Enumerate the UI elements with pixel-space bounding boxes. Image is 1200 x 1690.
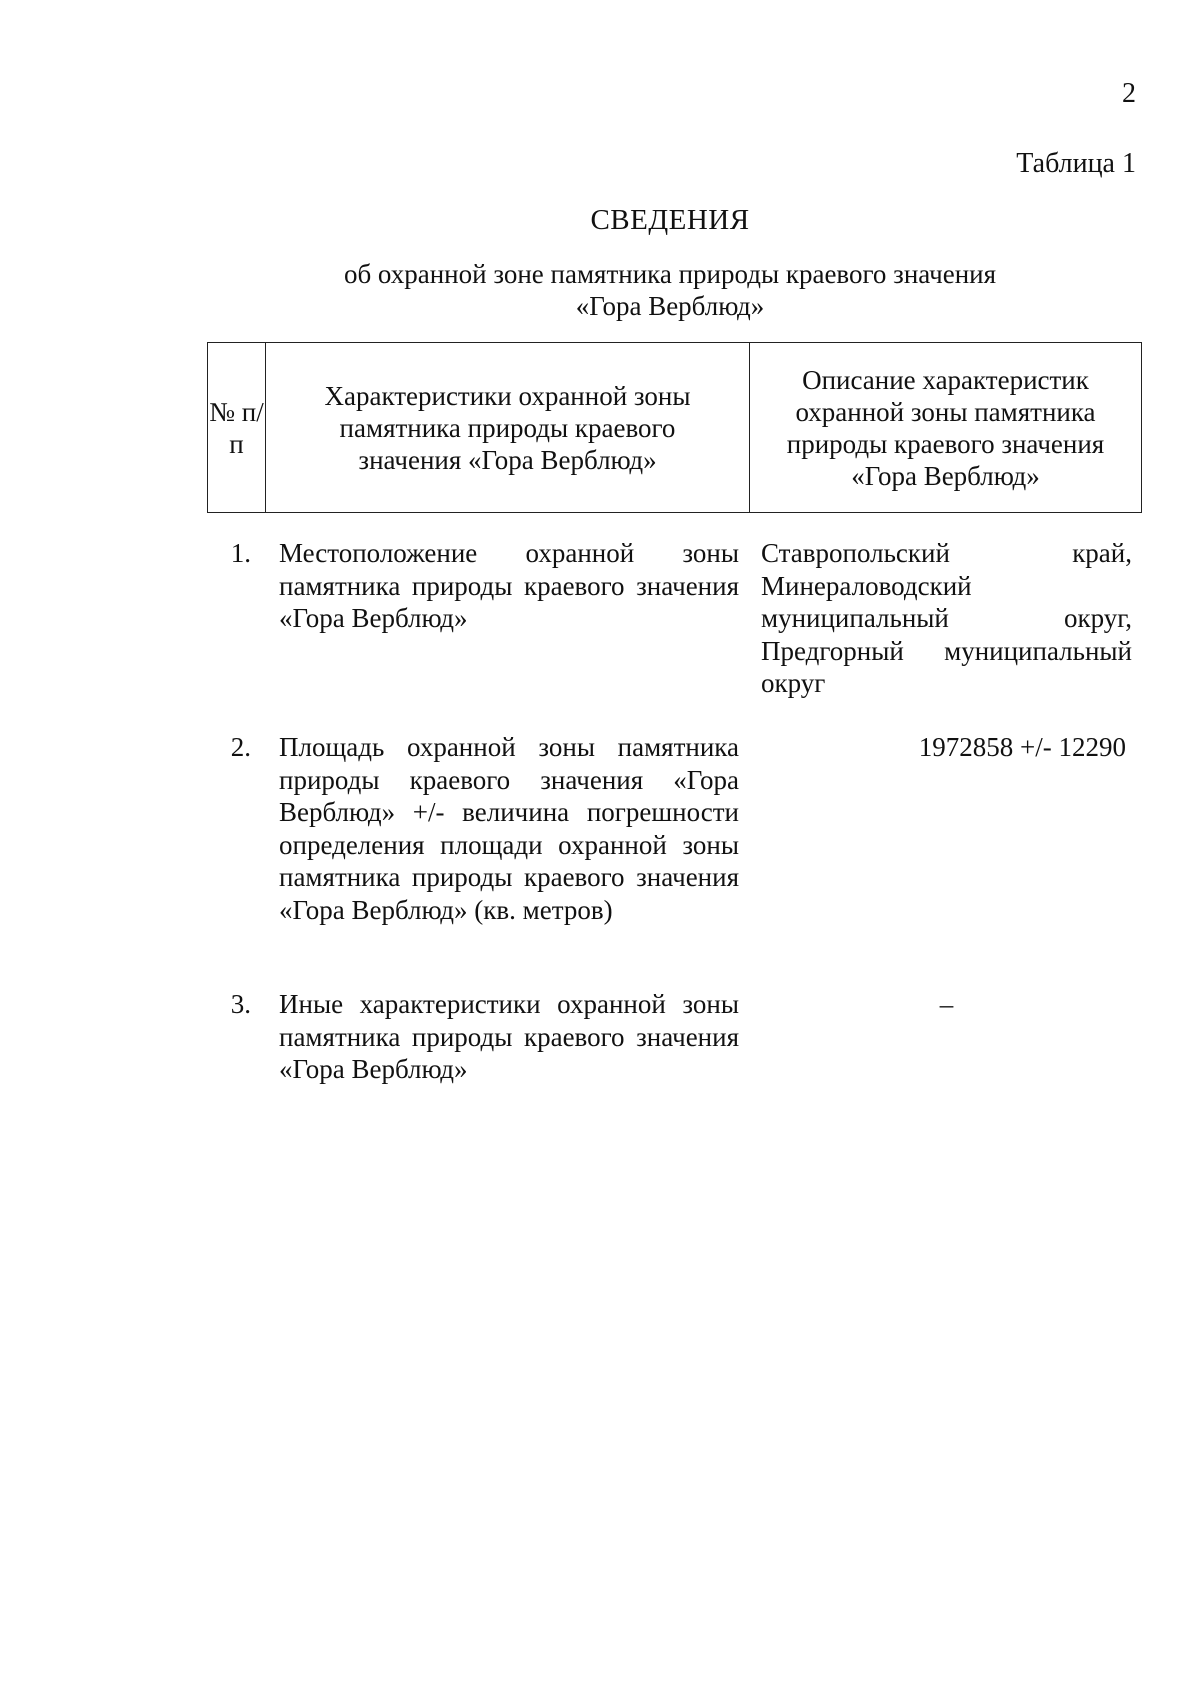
table-row: [207, 537, 1142, 700]
row-number: 1.: [230, 538, 251, 568]
document-subtitle: [0, 258, 1200, 322]
row-description: –: [939, 989, 954, 1019]
header-characteristics: Характеристики охранной зоны памятника природы краевого значения «Гора Верблюд»: [266, 343, 750, 512]
table-header: [207, 342, 1142, 513]
table-row: [207, 988, 1142, 1086]
page-number: 2: [1122, 78, 1136, 109]
row-characteristic: Площадь охранной зоны памятника природы краевого значения «Гора Верблюд» +/- величина погрешности определения площади охранной зоны памятника природы краевого значения «Гора Верблюд» (кв. метров): [279, 732, 739, 925]
header-description: Описание характеристик охранной зоны памятника природы краевого значения «Гора Верблюд»: [786, 364, 1105, 491]
row-number: 2.: [230, 732, 251, 762]
row-characteristic: Местоположение охранной зоны памятника природы краевого значения «Гора Верблюд»: [279, 538, 739, 633]
row-description: 1972858 +/- 12290: [918, 732, 1126, 762]
header-num: № п/п: [208, 343, 266, 512]
table-label: Таблица 1: [1016, 148, 1136, 179]
table-row: [207, 731, 1142, 926]
subtitle-line-1: об охранной зоне памятника природы краевого значения: [343, 259, 997, 289]
document-title: СВЕДЕНИЯ: [590, 204, 750, 236]
row-characteristic: Иные характеристики охранной зоны памятника природы краевого значения «Гора Верблюд»: [279, 989, 739, 1084]
row-description: Ставропольский край, Минераловодский муниципальный округ, Предгорный муниципальный округ: [761, 538, 1132, 698]
row-number: 3.: [230, 989, 251, 1019]
subtitle-line-2: «Гора Верблюд»: [575, 291, 765, 321]
